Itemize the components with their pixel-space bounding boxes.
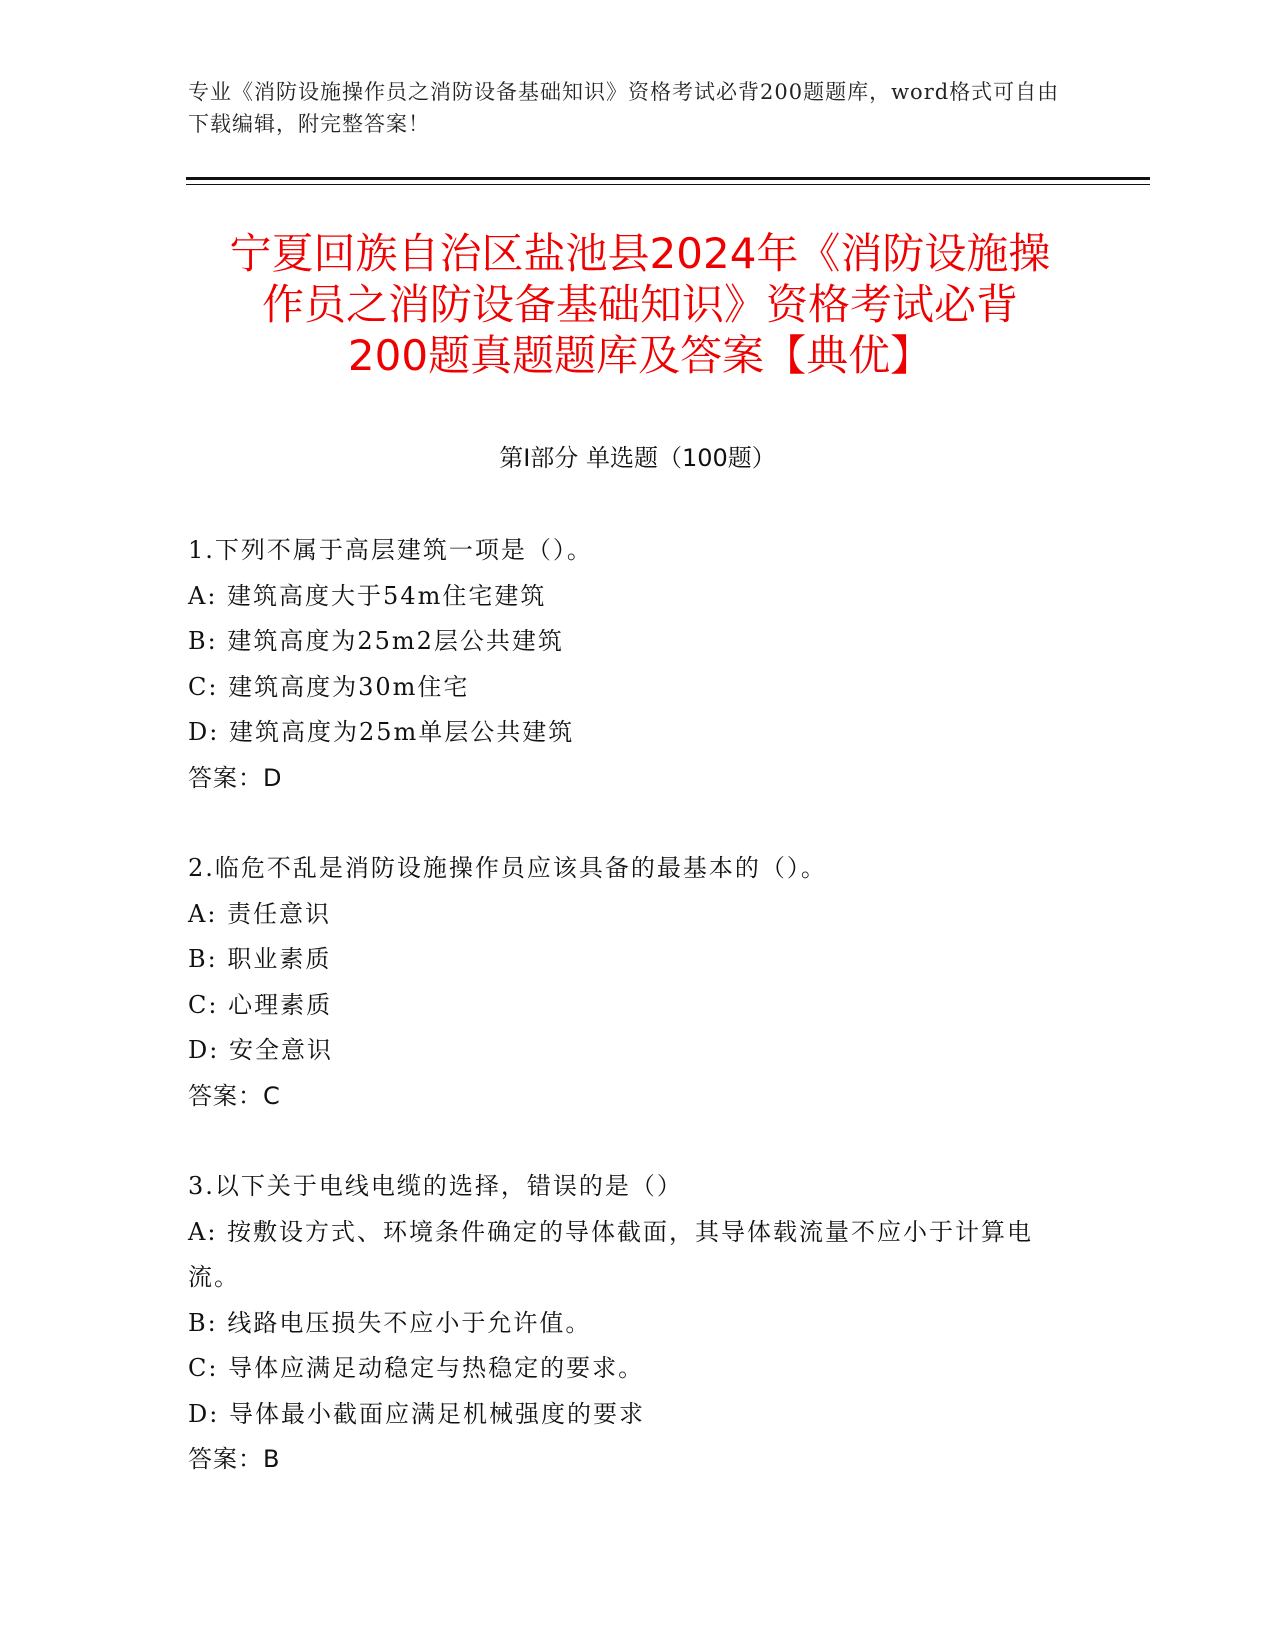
option-a: A: 责任意识 xyxy=(188,899,332,928)
option-a: A: 按敷设方式、环境条件确定的导体截面，其导体载流量不应小于计算电流。 xyxy=(188,1217,1034,1291)
header-rule-thin xyxy=(186,184,1150,185)
answer-line: 答案：C xyxy=(188,1081,281,1110)
option-c: C: 导体应满足动稳定与热稳定的要求。 xyxy=(188,1354,645,1382)
question-3 xyxy=(188,1164,1078,1483)
header-rule-thick xyxy=(186,177,1150,180)
option-a: A: 建筑高度大于54m住宅建筑 xyxy=(188,581,547,610)
question-list xyxy=(188,528,1078,1528)
question-stem: 2.临危不乱是消防设施操作员应该具备的最基本的（）。 xyxy=(188,854,827,882)
section-heading: 第Ⅰ部分 单选题（100题） xyxy=(499,444,776,472)
document-title xyxy=(150,228,1130,381)
answer-line: 答案：D xyxy=(188,763,283,792)
answer-line: 答案：B xyxy=(188,1445,281,1473)
question-stem: 1.下列不属于高层建筑一项是（）。 xyxy=(188,536,593,564)
question-1 xyxy=(188,528,1078,801)
option-d: D: 安全意识 xyxy=(188,1036,333,1064)
option-c: C: 心理素质 xyxy=(188,990,333,1019)
option-b: B: 建筑高度为25m2层公共建筑 xyxy=(188,627,564,655)
title-line-1: 宁夏回族自治区盐池县2024年《消防设施操 xyxy=(229,229,1051,278)
option-c: C: 建筑高度为30m住宅 xyxy=(188,672,470,701)
option-b: B: 职业素质 xyxy=(188,945,332,973)
option-b: B: 线路电压损失不应小于允许值。 xyxy=(188,1308,592,1337)
option-d: D: 建筑高度为25m单层公共建筑 xyxy=(188,718,575,746)
title-line-3: 200题真题题库及答案【典优】 xyxy=(347,331,933,380)
title-line-2: 作员之消防设备基础知识》资格考试必背 xyxy=(261,280,1018,329)
question-2 xyxy=(188,846,1078,1119)
header-note: 专业《消防设施操作员之消防设备基础知识》资格考试必背200题题库，word格式可自由下载编辑，附完整答案！ xyxy=(188,80,1060,136)
option-d: D: 导体最小截面应满足机械强度的要求 xyxy=(188,1399,645,1428)
question-stem: 3.以下关于电线电缆的选择，错误的是（） xyxy=(188,1172,683,1200)
